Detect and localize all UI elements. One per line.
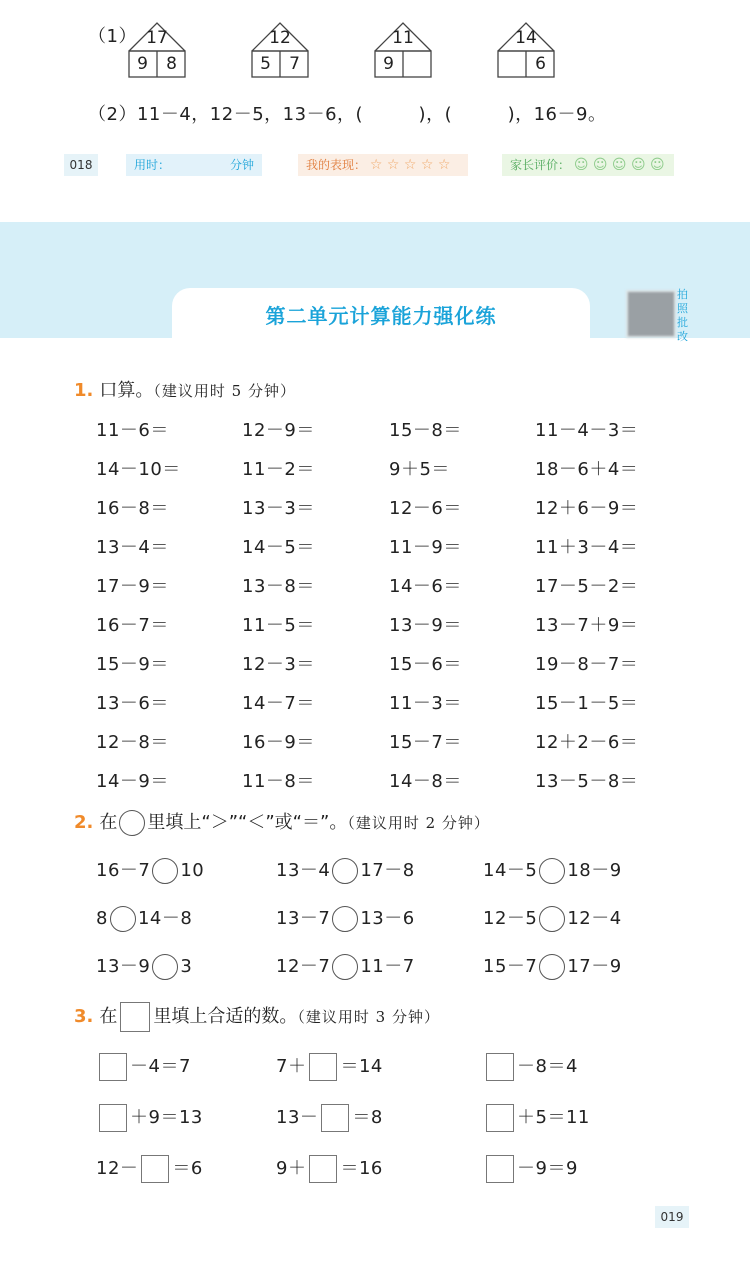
compare-circle[interactable] (152, 954, 178, 980)
section2-number: 2. (74, 812, 94, 833)
fill-item (483, 1154, 578, 1183)
compare-circle[interactable] (332, 858, 358, 884)
time-unit: 分钟 (229, 158, 254, 172)
compare-circle[interactable] (332, 906, 358, 932)
compare-circle[interactable] (110, 906, 136, 932)
math-problem[interactable]: 13－6＝ (96, 693, 169, 714)
section2-hint: （建议用时 2 分钟） (347, 814, 490, 832)
number-house (497, 22, 555, 78)
compare-right: 14－8 (137, 908, 193, 929)
math-problem[interactable]: 12－3＝ (242, 654, 315, 675)
math-problem[interactable]: 13－8＝ (242, 576, 315, 597)
parent-rating[interactable] (502, 154, 674, 176)
fill-suffix: －8＝4 (517, 1056, 578, 1077)
math-problem[interactable]: 11－2＝ (242, 459, 315, 480)
time-label: 用时： (134, 158, 171, 172)
math-problem[interactable]: 11－5＝ (242, 615, 315, 636)
fill-suffix: ＋9＝13 (130, 1107, 203, 1128)
math-problem[interactable]: 11－6＝ (96, 420, 169, 441)
house-left-cell[interactable]: 9 (137, 54, 148, 74)
compare-circle[interactable] (332, 954, 358, 980)
compare-right: 18－9 (567, 860, 622, 881)
compare-right: 17－8 (360, 860, 415, 881)
qr-label: 拍照批改 (677, 288, 688, 343)
compare-item (96, 904, 192, 932)
section1-hint: （建议用时 5 分钟） (153, 382, 296, 400)
house-left-cell[interactable]: 5 (260, 54, 271, 74)
house-left-cell[interactable]: 9 (383, 54, 394, 74)
math-problem[interactable]: 11－4－3＝ (535, 420, 639, 441)
math-problem[interactable]: 14－6＝ (389, 576, 462, 597)
qr-code-icon[interactable] (626, 290, 676, 338)
fill-item (96, 1154, 203, 1183)
answer-box[interactable] (99, 1053, 127, 1081)
math-problem[interactable]: 11－8＝ (242, 771, 315, 792)
section3-heading-a: 在 (99, 1006, 118, 1027)
answer-box[interactable] (486, 1104, 514, 1132)
compare-right: 13－6 (360, 908, 415, 929)
fill-suffix: ＝8 (352, 1107, 383, 1128)
section1-title (74, 376, 296, 402)
fill-suffix: ＋5＝11 (517, 1107, 590, 1128)
answer-box[interactable] (141, 1155, 169, 1183)
part2-sequence: （2）11－4，12－5，13－6，( )，( )，16－9。 (88, 104, 607, 125)
section2-heading-a: 在 (99, 812, 118, 833)
house-top-number: 12 (269, 28, 291, 48)
math-problem[interactable]: 9＋5＝ (389, 459, 450, 480)
house-right-cell[interactable] (403, 51, 432, 77)
compare-left: 13－7 (276, 908, 331, 929)
math-problem[interactable]: 15－6＝ (389, 654, 462, 675)
fill-suffix: －9＝9 (517, 1158, 578, 1179)
fill-item (96, 1052, 191, 1081)
fill-item (276, 1154, 383, 1183)
page-number: 019 (655, 1206, 689, 1228)
house-right-cell[interactable]: 6 (535, 54, 546, 74)
math-problem[interactable]: 11＋3－4＝ (535, 537, 639, 558)
compare-left: 15－7 (483, 956, 538, 977)
house-top-number: 17 (146, 28, 168, 48)
box-icon (120, 1002, 150, 1032)
fill-item (276, 1103, 383, 1132)
math-problem[interactable]: 14－9＝ (96, 771, 169, 792)
fill-suffix: －4＝7 (130, 1056, 191, 1077)
math-problem[interactable]: 14－10＝ (96, 459, 181, 480)
smiley-icons: ☺ ☺ ☺ ☺ ☺ (573, 157, 665, 173)
compare-item (483, 856, 622, 884)
section3-heading-b: 里填上合适的数。 (153, 1006, 298, 1027)
math-problem[interactable]: 13－4＝ (96, 537, 169, 558)
compare-right: 11－7 (360, 956, 415, 977)
section2-title (74, 808, 490, 836)
fill-item (483, 1052, 578, 1081)
math-problem[interactable]: 15－1－5＝ (535, 693, 639, 714)
math-problem[interactable]: 12－6＝ (389, 498, 462, 519)
math-problem[interactable]: 17－9＝ (96, 576, 169, 597)
fill-item (96, 1103, 203, 1132)
fill-item (483, 1103, 590, 1132)
compare-item (96, 856, 204, 884)
compare-item (483, 952, 622, 980)
parent-label: 家长评价： (510, 158, 571, 172)
math-problem[interactable]: 12＋2－6＝ (535, 732, 639, 753)
part1-label: （1） (88, 26, 137, 47)
prev-page-number: 018 (64, 154, 98, 176)
compare-right: 12－4 (567, 908, 622, 929)
house-right-cell[interactable]: 7 (289, 54, 300, 74)
math-problem[interactable]: 15－7＝ (389, 732, 462, 753)
compare-right: 10 (180, 860, 205, 881)
house-right-cell[interactable]: 8 (166, 54, 177, 74)
math-problem[interactable]: 13－5－8＝ (535, 771, 639, 792)
answer-box[interactable] (309, 1155, 337, 1183)
fill-item (276, 1052, 383, 1081)
fill-suffix: ＝16 (340, 1158, 383, 1179)
section2-heading-b: 里填上“＞”“＜”或“＝”。 (147, 812, 348, 833)
fill-suffix: ＝14 (340, 1056, 383, 1077)
compare-left: 12－7 (276, 956, 331, 977)
fill-suffix: ＝6 (172, 1158, 203, 1179)
section3-number: 3. (74, 1006, 94, 1027)
section1-number: 1. (74, 380, 94, 401)
compare-right: 17－9 (567, 956, 622, 977)
fill-prefix: 7＋ (276, 1056, 307, 1077)
math-problem[interactable]: 13－3＝ (242, 498, 315, 519)
math-problem[interactable]: 14－5＝ (242, 537, 315, 558)
compare-item (96, 952, 192, 980)
circle-icon (119, 810, 145, 836)
math-problem[interactable]: 12－9＝ (242, 420, 315, 441)
number-house (374, 22, 432, 78)
math-problem[interactable]: 17－5－2＝ (535, 576, 639, 597)
performance-rating[interactable] (298, 154, 468, 176)
section3-hint: （建议用时 3 分钟） (297, 1008, 440, 1026)
compare-circle[interactable] (539, 858, 565, 884)
math-problem[interactable]: 11－3＝ (389, 693, 462, 714)
answer-box[interactable] (486, 1053, 514, 1081)
compare-item (276, 952, 415, 980)
compare-left: 13－9 (96, 956, 151, 977)
compare-circle[interactable] (152, 858, 178, 884)
fill-prefix: 12－ (96, 1158, 139, 1179)
compare-circle[interactable] (539, 954, 565, 980)
compare-right: 3 (180, 956, 193, 977)
compare-item (276, 856, 415, 884)
star-icons: ☆ ☆ ☆ ☆ ☆ (369, 157, 451, 173)
compare-left: 12－5 (483, 908, 538, 929)
compare-item (276, 904, 415, 932)
math-problem[interactable]: 18－6＋4＝ (535, 459, 639, 480)
house-left-cell[interactable] (497, 51, 526, 77)
compare-left: 16－7 (96, 860, 151, 881)
math-problem[interactable]: 16－9＝ (242, 732, 315, 753)
chapter-title: 第二单元计算能力强化练 (265, 304, 497, 328)
math-problem[interactable]: 15－9＝ (96, 654, 169, 675)
section3-title (74, 1002, 440, 1032)
answer-box[interactable] (309, 1053, 337, 1081)
answer-box[interactable] (99, 1104, 127, 1132)
performance-label: 我的表现： (306, 158, 367, 172)
section1-heading: 口算。 (99, 380, 154, 401)
compare-left: 8 (96, 908, 108, 929)
math-problem[interactable]: 14－7＝ (242, 693, 315, 714)
number-house (128, 22, 186, 78)
compare-circle[interactable] (539, 906, 565, 932)
compare-item (483, 904, 622, 932)
math-problem[interactable]: 19－8－7＝ (535, 654, 639, 675)
compare-left: 14－5 (483, 860, 538, 881)
number-house (251, 22, 309, 78)
time-field[interactable] (126, 154, 262, 176)
answer-box[interactable] (486, 1155, 514, 1183)
fill-prefix: 9＋ (276, 1158, 307, 1179)
math-problem[interactable]: 16－7＝ (96, 615, 169, 636)
math-problem[interactable]: 12＋6－9＝ (535, 498, 639, 519)
fill-prefix: 13－ (276, 1107, 319, 1128)
math-problem[interactable]: 13－7＋9＝ (535, 615, 639, 636)
math-problem[interactable]: 15－8＝ (389, 420, 462, 441)
math-problem[interactable]: 13－9＝ (389, 615, 462, 636)
compare-left: 13－4 (276, 860, 331, 881)
math-problem[interactable]: 12－8＝ (96, 732, 169, 753)
house-top-number: 11 (392, 28, 414, 48)
answer-box[interactable] (321, 1104, 349, 1132)
house-top-number: 14 (515, 28, 537, 48)
math-problem[interactable]: 16－8＝ (96, 498, 169, 519)
math-problem[interactable]: 11－9＝ (389, 537, 462, 558)
math-problem[interactable]: 14－8＝ (389, 771, 462, 792)
